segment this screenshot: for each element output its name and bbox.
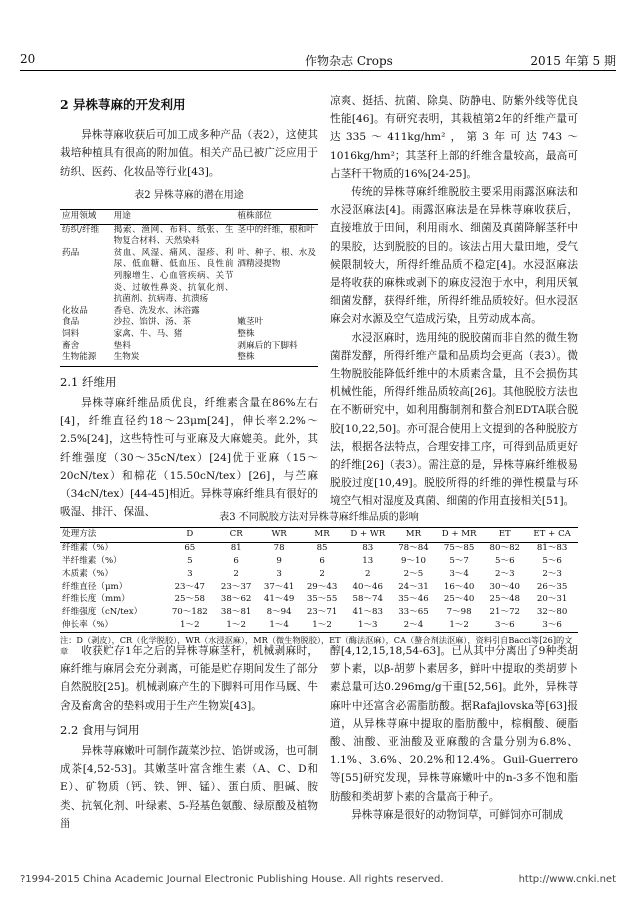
table-cell: 23～37 [220, 581, 252, 592]
paragraph: 异株荨麻是很好的动物饲草，可鲜饲亦可制成 [351, 808, 564, 821]
table-row [60, 581, 578, 594]
table-cell: 半纤维素（%） [62, 555, 122, 566]
journal-name: 作物杂志 Crops [305, 54, 393, 68]
table-row [60, 224, 318, 248]
table-cell: 25～58 [174, 594, 206, 605]
running-header [20, 52, 616, 71]
footer [20, 874, 616, 885]
degumming-table-body [60, 542, 578, 633]
table-cell: 1～2 [215, 619, 258, 632]
table-cell: 5 [187, 555, 193, 566]
table-cell: 2～5 [403, 568, 424, 579]
table-row [60, 317, 318, 329]
table-cell: 饲料 [62, 328, 80, 339]
table-cell: 香皂、洗发水、沐浴露 [113, 305, 200, 316]
table-cell: 7～98 [446, 607, 472, 618]
table-cell: 纺织/纤维 [62, 224, 100, 235]
table-cell: 1～2 [301, 619, 344, 632]
table-cell: 3 [276, 568, 282, 579]
table-row [60, 352, 318, 366]
table-row [60, 594, 578, 607]
table-cell: 37～41 [263, 581, 295, 592]
section-heading: 2 异株荨麻的开发利用 [60, 97, 186, 112]
table-cell: 茎中的纤维，根和叶 [237, 224, 315, 235]
journal-issue: 2015 年第 5 期 [530, 54, 616, 68]
table-cell: 家禽、牛、马、猪 [113, 328, 183, 339]
paragraph: 凉爽、挺括、抗菌、除臭、防静电、防紫外线等优良性能[46]。有研究表明，其栽植第2年的纤维产量可达335～411kg/hm²，第3年可达743～1016kg/hm²；其茎秆上部的纤维含量较高，最高可占茎秆干物质的16%[24-25]。 [330, 95, 578, 180]
table-cell: 26～35 [536, 581, 568, 592]
table-cell: 65 [184, 543, 196, 554]
table-cell: 贫血、风湿、痛风、湿疹、利尿、低血糖、低血压、良性前列腺增生、心血管疾病、关节炎、过敏性鼻炎、抗氧化剂、抗菌剂、抗病毒、抗溃疡 [113, 247, 234, 305]
degumming-table [60, 527, 578, 633]
table-cell: 35～46 [398, 594, 429, 605]
table-cell: 21～72 [489, 607, 521, 618]
table-cell: 整株 [235, 352, 318, 366]
table-header-cell: MR [301, 528, 344, 543]
table-row [60, 555, 578, 568]
table-cell: 纤维素（%） [62, 543, 114, 554]
table-cell: 畜舍 [62, 340, 80, 351]
table-row [60, 306, 318, 318]
table-cell: 1～2 [165, 619, 215, 632]
table-cell: 6 [233, 555, 239, 566]
table-cell: 纤维强度（cN/tex） [62, 607, 143, 618]
table-cell: 1～3 [344, 619, 392, 632]
copyright-text: ?1994-2015 China Academic Journal Electronic Publishing House. All rights reserved. [20, 874, 444, 885]
table-cell: 16～40 [443, 581, 475, 592]
table-header-cell: 植株部位 [235, 210, 318, 225]
table-cell: 38～62 [220, 594, 252, 605]
paragraph: 醇[4,12,15,18,54-63]。已从其中分离出了9种类胡萝卜素，以β-胡萝卜素居多，鲜叶中提取的类胡萝卜素总量可达0.296mg/g干重[52,56]。此外，异株荨麻叶中还富含必需脂肪酸。据Rafajlovska等[63]报道，从异株荨麻中提取的脂肪酸中，棕榈酸、硬脂酸、油酸、亚油酸及亚麻酸的含量分别为6.8%、1.1%、3.6%、20.2%和12.4%。Guil-Guerrero等[55]研究发现，异株荨麻嫩叶中的n-3多不饱和脂肪酸和类胡萝卜素的含量高于种子。 [330, 645, 578, 803]
subsection-heading: 2.1 纤维用 [60, 374, 117, 389]
table-header-row [60, 528, 578, 543]
table-cell: 78 [273, 543, 285, 554]
table-cell: 23～71 [306, 607, 338, 618]
paragraph: 传统的异株荨麻纤维脱胶主要采用雨露沤麻法和水浸沤麻法[4]。雨露沤麻法是在异株荨麻收获后，直接堆放于田间，利用雨水、细菌及真菌降解茎秆中的果胶，达到脱胶的目的。该法占用大量田地，受气候限制较大，所得纤维品质不稳定[4]。水浸沤麻法是将收获的麻株或剥下的麻皮浸泡于水中，利用厌氧细菌发酵，获得纤维，所得纤维品质较好。但水浸沤麻会对水源及空气造成污染，且劳动成本高。 [330, 186, 578, 326]
table-cell: 25～48 [489, 594, 521, 605]
uses-table [60, 209, 318, 367]
left-column-top [60, 92, 318, 521]
table-cell: 3 [187, 568, 193, 579]
table-header-cell: ET [483, 528, 526, 543]
table-cell: 生物炭 [112, 352, 236, 366]
table-cell: 85 [316, 543, 328, 554]
table-caption: 表3 不同脱胶方法对异株荨麻纤维品质的影响 [219, 512, 419, 523]
table-cell: 20～31 [536, 594, 568, 605]
paragraph: 异株荨麻纤维品质优良，纤维素含量在86%左右[4]，纤维直径约18～23μm[24]，伸长率2.2%～2.5%[24]，这些特性可与亚麻及大麻媲美。此外，其纤维强度（30～35cN/tex）[24]优于亚麻（15～20cN/tex）和棉花（15.50cN/tex）[26]，与苎麻（34cN/tex）[44-45]相近。异株荨麻纤维具有很好的吸湿、排汗、保温、 [60, 396, 318, 519]
table-cell: 3～6 [526, 619, 578, 632]
table-header-cell: 应用领域 [60, 210, 112, 225]
table-row [60, 542, 578, 555]
table-cell: 40～46 [352, 581, 383, 592]
subsection-heading: 2.2 食用与饲用 [60, 722, 140, 737]
table-cell: 垫料 [113, 340, 131, 351]
table-cell: 嫩茎叶 [237, 317, 264, 328]
table-cell: 伸长率（%） [60, 619, 165, 632]
paragraph: 水浸沤麻时，选用纯的脱胶菌而非自然的微生物菌群发酵，所得纤维产量和品质均会更高（表3）。微生物脱胶能降低纤维中的木质素含量，且不会损伤其机械性能，所得纤维品质较高[26]。其他脱胶方法也在不断研究中，如利用酶制剂和螯合剂EDTA联合脱胶[10,22,50]。亦可混合使用上文提到的各种脱胶方法，根据各法特点，合理安排工序，可得到品质更好的纤维[26]（表3）。需注意的是，异株荨麻纤维极易脱胶过度[10,49]。脱胶所得的纤维的弹性模量与环境空气相对湿度及真菌、细菌的作用直接相关[51]。 [330, 331, 578, 508]
table-cell: 剥麻后的下脚料 [237, 340, 298, 351]
degumming-table-block [60, 502, 578, 657]
table-cell: 木质素（%） [62, 568, 114, 579]
table-cell: 叶、种子、根、水及酒精浸提物 [237, 247, 316, 270]
table-header-cell: MR [392, 528, 435, 543]
table-cell: 78～84 [398, 543, 429, 554]
table-cell: 29～43 [306, 581, 338, 592]
table-cell: 41～83 [352, 607, 383, 618]
table-cell: 1～2 [435, 619, 483, 632]
table-cell: 2 [233, 568, 239, 579]
footer-link[interactable]: http://www.cnki.net [518, 874, 616, 885]
table-cell: 23～47 [174, 581, 206, 592]
table-cell: 5～7 [449, 555, 469, 566]
table-cell [235, 306, 318, 318]
table-cell: 5～6 [495, 555, 515, 566]
table-cell: 35～55 [306, 594, 338, 605]
table-cell: 6 [319, 555, 325, 566]
table-row [60, 568, 578, 581]
right-column-bottom [330, 642, 578, 824]
table-row [60, 619, 578, 632]
table-header-cell: CR [215, 528, 258, 543]
table-cell: 整株 [237, 328, 255, 339]
table-row [60, 607, 578, 620]
table-cell: 38～81 [220, 607, 252, 618]
paragraph: 收获贮存1年之后的异株荨麻茎秆，机械剥麻时，麻纤维与麻屑会充分剥离，可能是贮存期间发生了部分自然脱胶[25]。机械剥麻产生的下脚料可用作马厩、牛舍及畜禽舍的垫料或用于生产生物炭[43]。 [60, 645, 318, 712]
table-cell: 3～6 [483, 619, 526, 632]
table-cell: 5～6 [542, 555, 562, 566]
table-cell: 纤维长度（mm） [62, 594, 130, 605]
table-row [60, 341, 318, 353]
table-cell: 化妆品 [62, 305, 88, 316]
table-header-cell: D [165, 528, 215, 543]
table-cell: 70～182 [171, 607, 208, 618]
table-cell: 沙拉、馅饼、汤、茶 [113, 317, 191, 328]
table-header-cell: D + WR [344, 528, 392, 543]
table-header-cell: 处理方法 [60, 528, 165, 543]
table-cell: 药品 [62, 247, 80, 258]
paragraph: 异株荨麻嫩叶可制作蔬菜沙拉、馅饼或汤，也可制成茶[4,52-53]。其嫩茎叶富含维生素（A、C、D和E）、矿物质（钙、铁、钾、锰）、蛋白质、胆碱、胺类、抗氧化剂、叶绿素、5-羟基色氨酸、绿原酸及植物甾 [60, 745, 318, 830]
table-note: 注：D（剥皮），CR（化学脱胶），WR（水浸沤麻），MR（微生物脱胶），ET（酶法沤麻），CA（螯合剂法沤麻），资料引自Bacci等[26]的文章 [60, 635, 573, 657]
table-cell: 75～85 [443, 543, 475, 554]
table-caption: 表2 异株荨麻的潜在用途 [134, 189, 244, 201]
table-cell: 83 [362, 543, 374, 554]
table-cell: 揭索、渔网、布料、纸张、生物复合材料、天然染料 [113, 224, 234, 247]
table-cell: 30～40 [489, 581, 521, 592]
table-cell: 2～4 [392, 619, 435, 632]
page-number: 20 [20, 52, 36, 66]
table-row [60, 248, 318, 306]
table-header-cell: ET + CA [526, 528, 578, 543]
table-cell: 25～40 [443, 594, 475, 605]
table-cell: 2～3 [495, 568, 515, 579]
table-cell: 32～80 [536, 607, 568, 618]
table-cell: 2 [365, 568, 371, 579]
table-cell: 80～82 [489, 543, 521, 554]
table-cell: 3～4 [449, 568, 469, 579]
table-cell: 13 [362, 555, 374, 566]
table-header-cell: WR [258, 528, 301, 543]
table-cell: 1～4 [258, 619, 301, 632]
table-cell: 81～83 [536, 543, 568, 554]
table-cell: 2～3 [542, 568, 562, 579]
uses-table-body [60, 224, 318, 366]
table-cell: 58～74 [352, 594, 383, 605]
table-cell: 8～94 [266, 607, 292, 618]
table-row [60, 329, 318, 341]
table-cell: 33～65 [398, 607, 429, 618]
table-cell: 纤维直径（μm） [62, 581, 128, 592]
table-cell: 2 [319, 568, 325, 579]
table-header-cell: 用途 [112, 210, 236, 225]
left-column-bottom [60, 642, 318, 833]
table-cell: 9 [276, 555, 282, 566]
right-column-top [330, 92, 578, 511]
table-cell: 81 [230, 543, 242, 554]
table-header-cell: D + MR [435, 528, 483, 543]
table-cell: 41～49 [263, 594, 295, 605]
table-cell: 24～31 [398, 581, 429, 592]
table-cell: 生物能源 [60, 352, 112, 366]
paragraph: 异株荨麻收获后可加工成多种产品（表2），这使其栽培种植具有很高的附加值。相关产品已被广泛应用于纺织、医药、化妆品等行业[43]。 [60, 129, 318, 178]
table-cell: 食品 [62, 317, 80, 328]
table-cell: 9～10 [400, 555, 426, 566]
